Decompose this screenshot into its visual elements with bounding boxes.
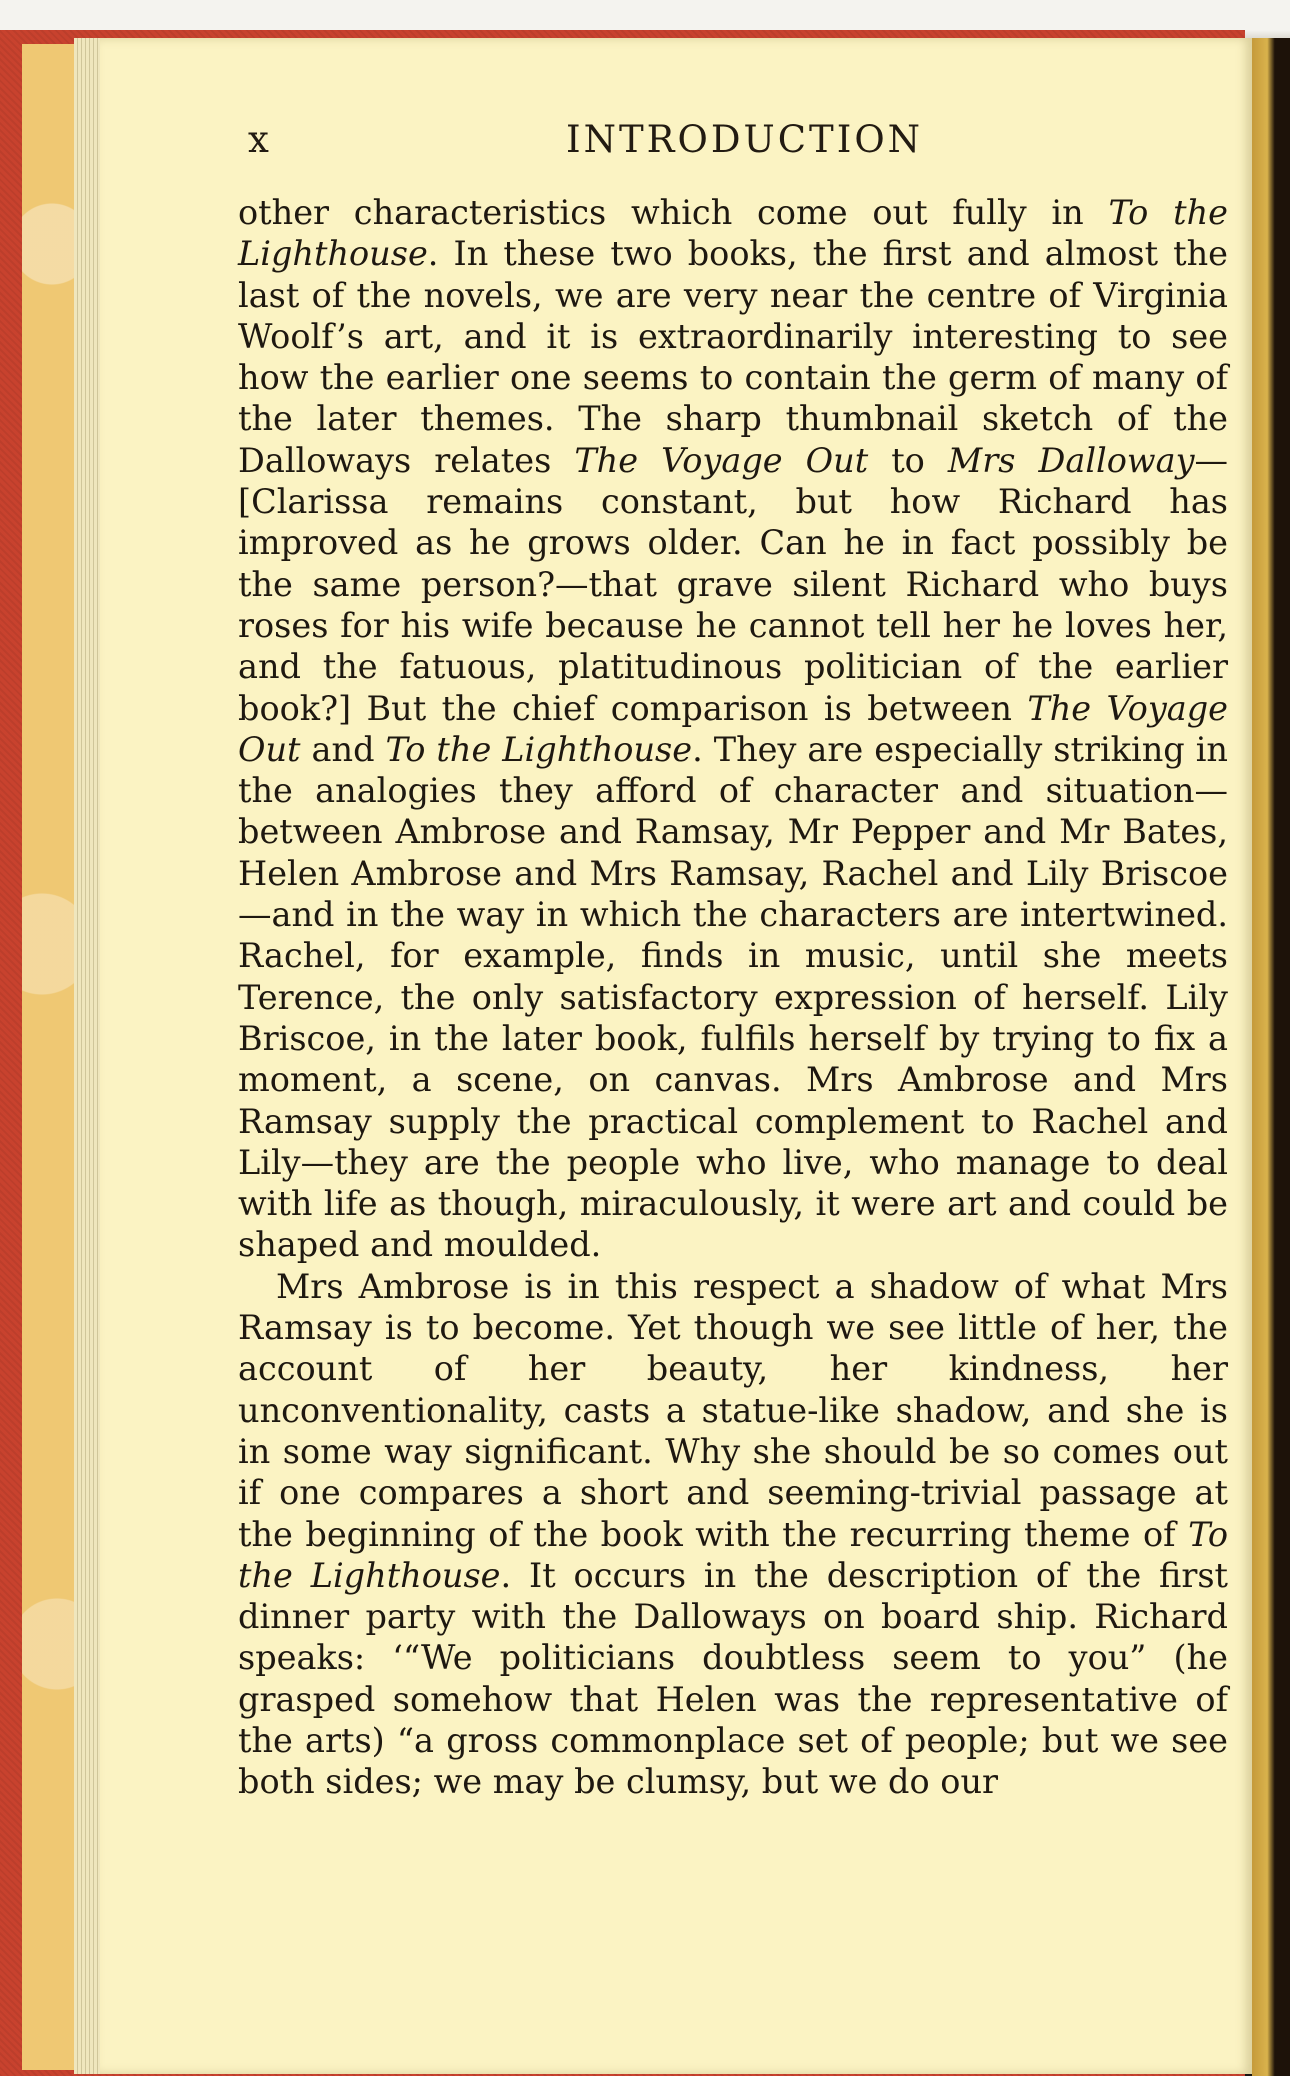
- text-run: and: [300, 729, 386, 769]
- text-run: . They are especially striking in the analogies they afford of character and situation—between Ambrose and Ramsay, Mr Pepper and Mr Bates, Helen Ambrose and Mrs Ramsay, Rachel and Lily Briscoe—and in the way in which the characters are intertwined. Rachel, for example, finds in music, until she meets Terence, the only satisfactory expression of herself. Lily Briscoe, in the later book, fulfils herself by trying to fix a moment, a scene, on canvas. Mrs Ambrose and Mrs Ramsay supply the practical complement to Rachel and Lily—they are the people who live, who manage to deal with life as though, miraculously, it were art and could be shaped and moulded.: [238, 729, 1228, 1265]
- text-run: to: [868, 440, 948, 480]
- text-run: Mrs Ambrose is in this respect a shadow of what Mrs Ramsay is to become. Yet though we see little of her, the account of her beauty, her kindness, her unconventionality, casts a statue-like shadow, and she is in some way significant. Why she should be so comes out if one compares a short and seeming-trivial passage at the beginning of the book with the recurring theme of: [238, 1266, 1228, 1554]
- page-header: [248, 118, 948, 178]
- running-head: INTRODUCTION: [566, 118, 924, 161]
- text-run: —[Clarissa remains constant, but how Richard has improved as he grows older. Can he in fact possibly be the same person?—that grave silent Richard who buys roses for his wife because he cannot tell her he loves her, and the fatuous, platitudinous politician of the earlier book?] But the chief comparison is between: [238, 440, 1228, 728]
- italic-title: The Voyage Out: [238, 688, 1228, 769]
- italic-title: The Voyage Out: [574, 440, 869, 480]
- paragraph: [238, 192, 1228, 1266]
- paragraph: [238, 1266, 1228, 1803]
- body-text: [238, 192, 1228, 1803]
- book-spine-edge: [1252, 38, 1290, 2076]
- text-run: . In these two books, the first and almost the last of the novels, we are very near the centre of Virginia Woolf’s art, and it is extraordinarily interesting to see how the earlier one seems to contain the germ of many of the later themes. The sharp thumbnail sketch of the Dalloways relates: [238, 234, 1228, 480]
- endpaper: [22, 44, 80, 2070]
- italic-title: To the Lighthouse: [238, 193, 1228, 274]
- text-run: . It occurs in the description of the first dinner party with the Dalloways on board ship. Richard speaks: ‘“We politicians doubtless seem to you” (he grasped somehow that Helen was the representative of the arts) “a gross commonplace set of people; but we see both sides; we may be clumsy, but we do our: [238, 1555, 1229, 1802]
- text-run: other characteristics which come out fully in: [238, 193, 1109, 232]
- italic-title: To the Lighthouse: [238, 1514, 1228, 1595]
- italic-title: To the Lighthouse: [385, 729, 693, 769]
- page-number: x: [248, 118, 269, 161]
- italic-title: Mrs Dalloway: [947, 440, 1195, 480]
